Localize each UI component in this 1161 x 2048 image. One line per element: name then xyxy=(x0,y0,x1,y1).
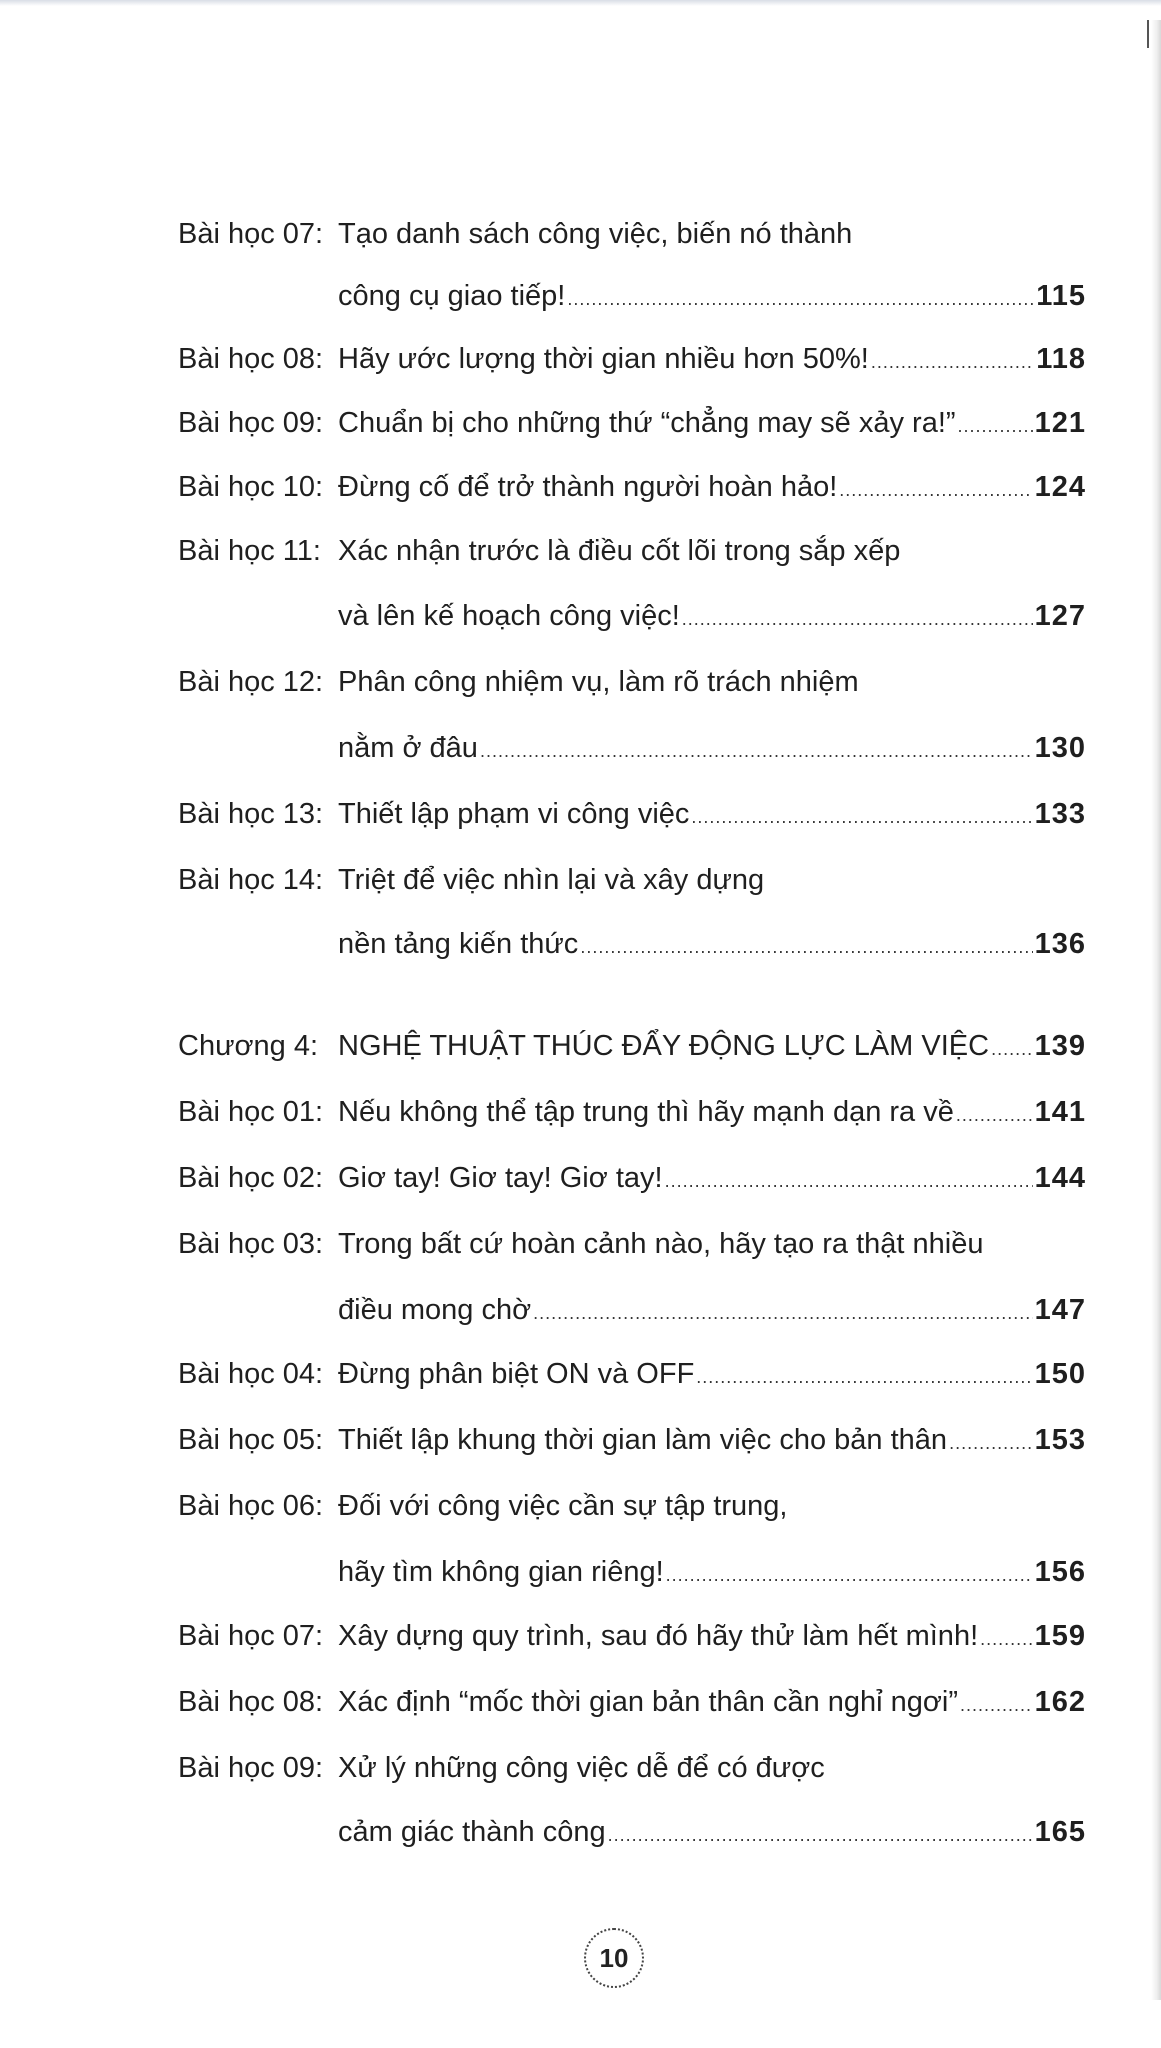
dot-leader xyxy=(665,1155,1033,1204)
toc-page-number: 153 xyxy=(1034,1424,1086,1456)
toc-entry-label: Bài học 05: xyxy=(178,1424,324,1456)
toc-page-number: 144 xyxy=(1034,1162,1086,1194)
dot-leader xyxy=(682,593,1033,642)
toc-page-number: 165 xyxy=(1034,1816,1086,1848)
toc-entry-continuation xyxy=(178,918,1086,970)
toc-entry-label: Bài học 08: xyxy=(178,1686,324,1718)
toc-entry xyxy=(178,1414,1086,1466)
toc-entry-label: Bài học 09: xyxy=(178,1752,324,1784)
toc-page-number: 156 xyxy=(1034,1556,1086,1588)
toc-entry-title: Thiết lập khung thời gian làm việc cho bản thân xyxy=(338,1424,948,1456)
dot-leader xyxy=(839,464,1032,513)
dot-leader xyxy=(608,1809,1033,1858)
toc-entry xyxy=(178,1610,1086,1662)
toc-page-number: 130 xyxy=(1034,732,1086,764)
toc-entry-title: Trong bất cứ hoàn cảnh nào, hãy tạo ra thật nhiều xyxy=(338,1228,984,1260)
toc-entry-label: Bài học 13: xyxy=(178,798,324,830)
toc-entry-title: Phân công nhiệm vụ, làm rõ trách nhiệm xyxy=(338,666,859,698)
toc-entry xyxy=(178,525,1086,577)
toc-chapter-label: Chương 4: xyxy=(178,1030,319,1062)
toc-entry-label: Bài học 06: xyxy=(178,1490,324,1522)
toc-entry-label: Bài học 07: xyxy=(178,1620,324,1652)
toc-entry-label: Bài học 03: xyxy=(178,1228,324,1260)
dot-leader xyxy=(666,1549,1033,1598)
toc-page-number: 127 xyxy=(1034,600,1086,632)
toc-entry xyxy=(178,208,1086,260)
toc-entry xyxy=(178,1480,1086,1532)
toc-entry-label: Bài học 04: xyxy=(178,1358,324,1390)
dot-leader xyxy=(871,336,1034,385)
toc-entry-title: Tạo danh sách công việc, biến nó thành xyxy=(338,218,853,250)
toc-entry xyxy=(178,461,1086,513)
dot-leader xyxy=(956,1089,1033,1138)
page-top-edge xyxy=(0,0,1161,6)
toc-entry-label: Bài học 02: xyxy=(178,1162,324,1194)
toc-page-number: 136 xyxy=(1034,928,1086,960)
toc-entry xyxy=(178,1218,1086,1270)
dot-leader xyxy=(960,1679,1033,1728)
toc-page-number: 133 xyxy=(1034,798,1086,830)
toc-entry-continuation xyxy=(178,1284,1086,1336)
toc-entry-title-line2: cảm giác thành công xyxy=(338,1816,606,1848)
toc-page-number: 150 xyxy=(1034,1358,1086,1390)
toc-entry-label: Bài học 09: xyxy=(178,407,324,439)
toc-entry xyxy=(178,1742,1086,1794)
dot-leader xyxy=(480,725,1033,774)
toc-entry xyxy=(178,656,1086,708)
toc-entry-continuation xyxy=(178,1546,1086,1598)
toc-page-number: 124 xyxy=(1034,471,1086,503)
toc-entry-continuation xyxy=(178,590,1086,642)
dot-leader xyxy=(991,1023,1033,1072)
toc-entry-title: Đừng cố để trở thành người hoàn hảo! xyxy=(338,471,838,503)
toc-entry-title-line2: hãy tìm không gian riêng! xyxy=(338,1556,664,1588)
toc-entry-title: Xây dựng quy trình, sau đó hãy thử làm hết mình! xyxy=(338,1620,979,1652)
toc-entry-continuation xyxy=(178,722,1086,774)
toc-entry-title: Xử lý những công việc dễ để có được xyxy=(338,1752,825,1784)
toc-entry-label: Bài học 10: xyxy=(178,471,324,503)
toc-entry-title-line2: nằm ở đâu xyxy=(338,732,478,764)
toc-entry-title: Nếu không thể tập trung thì hãy mạnh dạn ra về xyxy=(338,1096,954,1128)
toc-entry-label: Bài học 07: xyxy=(178,218,324,250)
toc-chapter-entry xyxy=(178,1020,1086,1072)
toc-entry xyxy=(178,1348,1086,1400)
toc-page-number: 162 xyxy=(1034,1686,1086,1718)
toc-entry-title-line2: điều mong chờ xyxy=(338,1294,532,1326)
toc-page-number: 115 xyxy=(1036,280,1086,312)
toc-page-number: 159 xyxy=(1034,1620,1086,1652)
dot-leader xyxy=(691,791,1032,840)
toc-entry-title-line2: nền tảng kiến thức xyxy=(338,928,579,960)
toc-page-number: 118 xyxy=(1036,343,1086,375)
dot-leader xyxy=(980,1613,1032,1662)
toc-entry-label: Bài học 11: xyxy=(178,535,321,567)
dot-leader xyxy=(949,1417,1033,1466)
toc-page-number: 121 xyxy=(1034,407,1086,439)
toc-entry-title: Triệt để việc nhìn lại và xây dựng xyxy=(338,864,765,896)
dot-leader xyxy=(580,921,1032,970)
toc-entry-title: Đối với công việc cần sự tập trung, xyxy=(338,1490,788,1522)
toc-page-number: 147 xyxy=(1034,1294,1086,1326)
toc-entry-title-line2: công cụ giao tiếp! xyxy=(338,280,566,312)
dot-leader xyxy=(533,1287,1032,1336)
toc-entry xyxy=(178,1086,1086,1138)
toc-chapter-title: NGHỆ THUẬT THÚC ĐẨY ĐỘNG LỰC LÀM VIỆC xyxy=(338,1030,990,1062)
toc-entry-continuation xyxy=(178,270,1086,322)
page-right-edge xyxy=(1151,20,1161,2000)
toc-entry-title: Xác định “mốc thời gian bản thân cần nghỉ ngơi” xyxy=(338,1686,959,1718)
toc-page-number: 141 xyxy=(1034,1096,1086,1128)
toc-entry-title: Thiết lập phạm vi công việc xyxy=(338,798,690,830)
toc-entry xyxy=(178,397,1086,449)
toc-entry-title-line2: và lên kế hoạch công việc! xyxy=(338,600,680,632)
toc-entry xyxy=(178,1676,1086,1728)
page-number-badge: 10 xyxy=(584,1928,644,1988)
corner-mark xyxy=(1147,20,1149,48)
dot-leader xyxy=(567,273,1034,322)
toc-entry xyxy=(178,788,1086,840)
dot-leader xyxy=(958,400,1033,449)
toc-entry xyxy=(178,333,1086,385)
toc-entry-title: Xác nhận trước là điều cốt lõi trong sắp xếp xyxy=(338,535,901,567)
toc-entry-continuation xyxy=(178,1806,1086,1858)
toc-entry xyxy=(178,1152,1086,1204)
toc-entry-label: Bài học 14: xyxy=(178,864,324,896)
toc-entry-title: Đừng phân biệt ON và OFF xyxy=(338,1358,695,1390)
toc-entry-label: Bài học 08: xyxy=(178,343,324,375)
toc-page-number: 139 xyxy=(1034,1030,1086,1062)
toc-entry xyxy=(178,854,1086,906)
dot-leader xyxy=(696,1351,1032,1400)
toc-entry-title: Chuẩn bị cho những thứ “chẳng may sẽ xảy ra!” xyxy=(338,407,956,439)
toc-entry-title: Giơ tay! Giơ tay! Giơ tay! xyxy=(338,1162,663,1194)
toc-entry-label: Bài học 12: xyxy=(178,666,324,698)
toc-entry-title: Hãy ước lượng thời gian nhiều hơn 50%! xyxy=(338,343,869,375)
toc-entry-label: Bài học 01: xyxy=(178,1096,324,1128)
